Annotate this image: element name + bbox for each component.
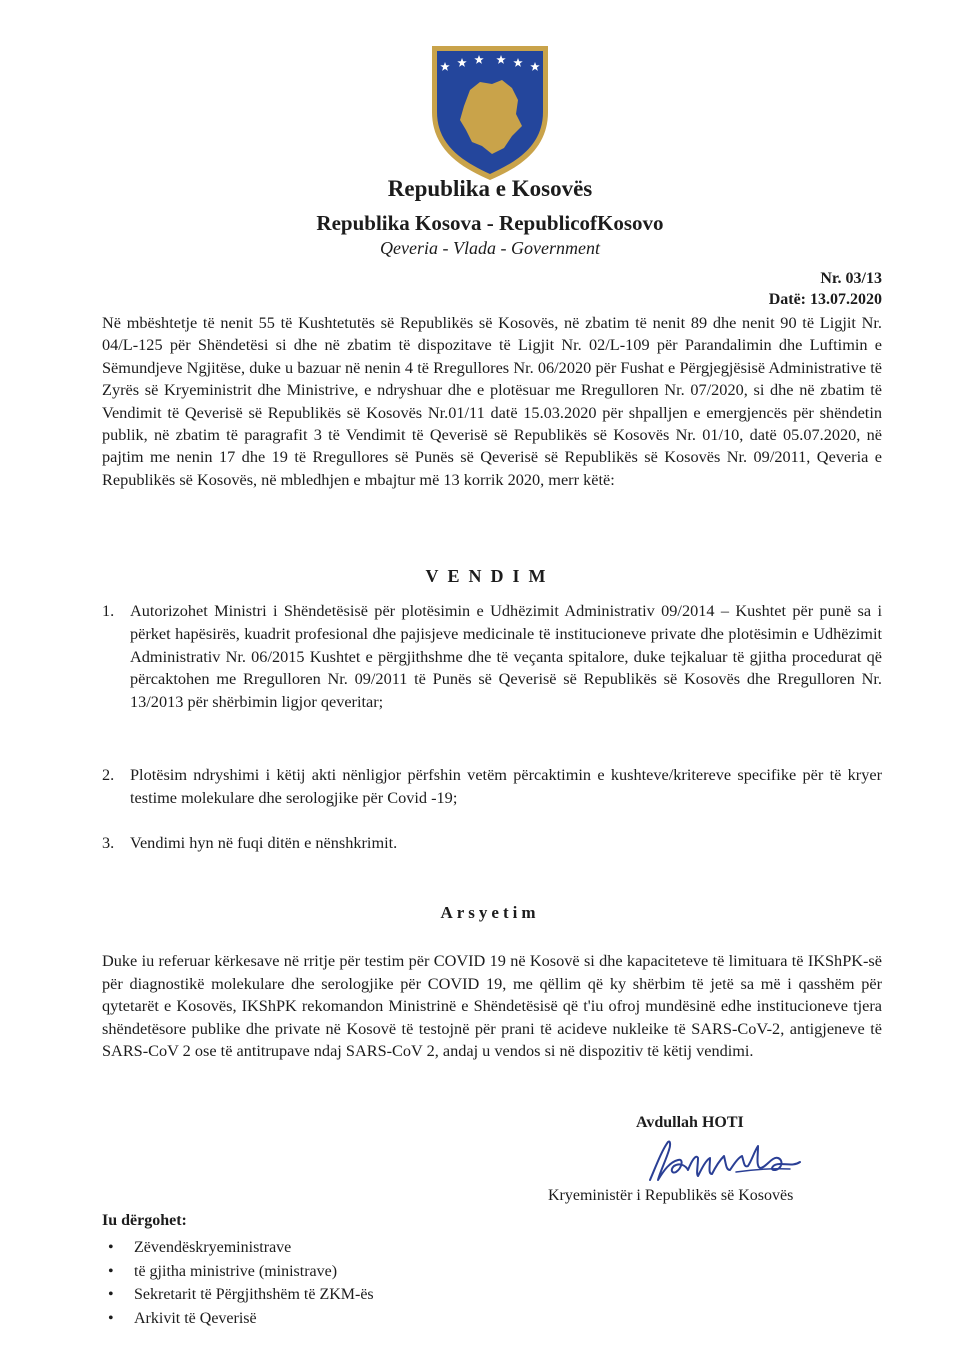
kosovo-coat-of-arms-icon	[426, 42, 554, 182]
list-item	[102, 1260, 374, 1284]
distribution-label: Iu dërgohet:	[102, 1212, 187, 1229]
bullet-icon: •	[108, 1286, 114, 1303]
country-name-multilingual: Republika Kosova - RepublicofKosovo	[316, 211, 664, 235]
country-name-heading: Republika e Kosovës	[387, 176, 593, 201]
reasoning-paragraph: Duke iu referuar kërkesave në rritje për testim për COVID 19 në Kosovë si dhe kapaciteteve të limituara të IKShPK-së për diagnostikë molekulare dhe serologjike për COVID 19, me qëllim që ky shërbim të jetë sa më i qasshëm për qytetarët e Kosovës, IKShPK rekomandon Ministrinë e Shëndetësisë që t'iu ofroj mundësinë edhe institucioneve tjera shëndetësore publike dhe private në Kosovë të testojnë për prani të acideve nukleike të SARS-CoV-2, antigjeneve të SARS-CoV 2 ose të antitrupave ndaj SARS-CoV 2, andaj u vendos si në dispozitiv të këtij vendimi.	[102, 951, 882, 1061]
decision-item-text: Plotësim ndryshimi i këtij akti nënligjor përfshin vetëm përcaktimin e kushteve/kritereve specifike për të kryer testime molekulare dhe serologjike për Covid -19;	[130, 765, 882, 807]
decision-item-number: 2.	[102, 765, 115, 784]
decision-item-number: 1.	[102, 601, 115, 620]
bullet-icon: •	[108, 1262, 114, 1280]
signer-name: Avdullah HOTI	[636, 1114, 744, 1131]
recipient: Sekretarit të Përgjithshëm të ZKM-ës	[134, 1286, 374, 1303]
decision-item	[102, 832, 882, 855]
reasoning-title: Arsyetim	[440, 903, 540, 922]
intro-paragraph: Në mbështetje të nenit 55 të Kushtetutës së Republikës së Kosovës, në zbatim të nenit 89 dhe nenit 90 të Ligjit Nr. 04/L-125 për Shëndetësi si dhe në zbatim të dispozitave të Ligjit Nr. 02/L-109 për Parandalimin dhe Luftimin e Sëmundjeve Ngjitëse, duke u bazuar në nenin 4 të Rregullores Nr. 06/2020 për Fushat e Përgjegjësisë Administrative të Zyrës së Kryeministrit dhe Ministrive, e ndryshuar dhe e plotësuar me Rregulloren Nr. 07/2020, si dhe në zbatim të Vendimit të Qeverisë së Republikës së Kosovës Nr.01/11 datë 15.03.2020 për shpalljen e emergjencës për shëndetin publik, në zbatim të paragrafit 3 të Vendimit të Qeverisë së Republikës së Kosovës Nr. 01/10, datë 05.07.2020, në pajtim me nenin 17 dhe 19 të Rregullores së Punës së Qeverisë së Republikës së Kosovës Nr. 09/2011, Qeveria e Republikës së Kosovës, në mbledhjen e mbajtur më 13 korrik 2020, merr këtë:	[102, 313, 882, 489]
decision-title: VENDIM	[425, 566, 555, 586]
list-item	[102, 1307, 374, 1331]
government-subtitle: Qeveria - Vlada - Government	[380, 238, 600, 258]
signer-title: Kryeministër i Republikës së Kosovës	[548, 1187, 794, 1204]
decision-item	[102, 764, 882, 810]
decision-item-text: Vendimi hyn në fuqi ditën e nënshkrimit.	[130, 833, 398, 852]
decision-item-number: 3.	[102, 833, 115, 852]
bullet-icon: •	[108, 1309, 114, 1327]
decision-number: Nr. 03/13	[820, 270, 882, 287]
distribution-list	[102, 1236, 374, 1330]
recipient: Zëvendëskryeministrave	[134, 1239, 292, 1256]
bullet-icon: •	[108, 1239, 114, 1256]
decision-item	[102, 600, 882, 714]
recipient: Arkivit të Qeverisë	[134, 1309, 257, 1327]
list-item	[102, 1283, 374, 1307]
recipient: të gjitha ministrive (ministrave)	[134, 1262, 338, 1280]
list-item	[102, 1236, 374, 1260]
handwritten-signature-icon	[640, 1136, 805, 1188]
decision-date: Datë: 13.07.2020	[768, 291, 882, 308]
decision-item-text: Autorizohet Ministri i Shëndetësisë për plotësimin e Udhëzimit Administrativ 09/2014 – Kushtet për punë sa i përket hapësirës, kuadrit profesional dhe pajisjeve medicinale të institucioneve private dhe plotësimin e Udhëzimit Administrativ Nr. 06/2015 Kushtet e përgjithshme dhe të veçanta spitalore, duke tejkaluar të gjitha procedurat që përcaktohen me Rregulloren Nr. 09/2011 të Punës së Qeverisë së Republikës së Kosovës dhe Rregulloren Nr. 13/2013 për shërbimin ligjor qeveritar;	[130, 601, 882, 712]
